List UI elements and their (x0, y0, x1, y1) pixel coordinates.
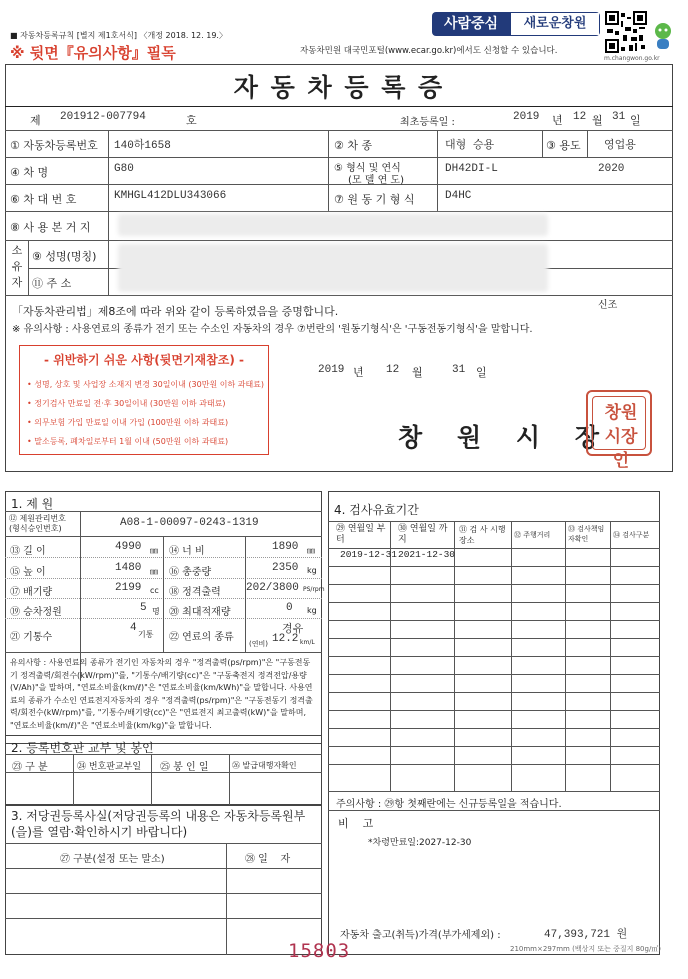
serial-stamp: 15803 (288, 940, 351, 962)
spec-value-power: 202/3800 (246, 582, 299, 594)
length-unit: ㎜ (150, 546, 158, 555)
official-seal (586, 390, 652, 471)
remark-label: 비 고 (338, 817, 374, 830)
displacement-unit: cc (150, 586, 159, 595)
spec-label-length: ⑬ 길 이 (10, 546, 46, 557)
inspection-row1-to: 2021-12-30 (398, 549, 456, 560)
seal-text: 창원시장인 (604, 403, 638, 471)
field-label-engine: ⑦ 원 동 기 형 식 (334, 193, 415, 206)
spec-value-height: 1480 (115, 562, 142, 574)
regulation-text: ■ 자동차등록규칙 [별지 제1호서식] 〈개정 2018. 12. 19.〉 (10, 31, 227, 40)
price-label: 자동차 출고(취득)가격(부가세제외) : (340, 930, 501, 941)
spec-label-mgmt-no (9, 514, 66, 534)
mascot-icon (651, 22, 675, 50)
spec-value-efficiency: 12.2 (272, 633, 299, 645)
price-value: 47,393,721 원 (544, 929, 628, 941)
field-label-owner-address: ⑪ 주 소 (32, 277, 72, 290)
first-reg-day: 31 (612, 111, 626, 123)
field-value-model: DH42DI-L (445, 163, 498, 175)
qr-code-icon[interactable] (605, 11, 647, 53)
spec-label-width: ⑭ 너 비 (169, 546, 205, 557)
reg-no-suffix: 호 (186, 114, 197, 127)
issuer-name: 창 원 시 장 (398, 423, 600, 452)
field-value-reg-number: 140하1658 (114, 140, 171, 152)
mgmt-no-sublabel: (형식승인번호) (9, 524, 62, 533)
field-value-model-year: 2020 (598, 163, 625, 175)
first-reg-year-unit: 년 (552, 114, 563, 127)
document-title: 자 동 차 등 록 증 (233, 73, 445, 102)
plate-section-title: 2. 등록번호판 교부 및 봉인 (11, 741, 154, 755)
height-unit: ㎜ (150, 567, 158, 576)
spec-label-power: ⑱ 정격출력 (169, 587, 221, 598)
spec-label-displacement: ⑰ 배기량 (10, 587, 53, 598)
efficiency-unit: km/L (300, 639, 315, 646)
online-note: 자동차민원 대국민포털(www.ecar.go.kr)에서도 신청할 수 있습니다. (300, 46, 558, 56)
field-label-vehicle-name: ④ 차 명 (10, 166, 49, 179)
mgmt-no-label: ⑫ 제원관리번호 (9, 514, 66, 523)
slogan-part1: 사람중심 (432, 12, 510, 36)
spec-value-mgmt-no: A08-1-00097-0243-1319 (120, 517, 259, 529)
spec-label-cylinders: ㉑ 기통수 (10, 632, 53, 643)
issue-day-unit: 일 (476, 366, 487, 379)
spec-label-seats: ⑲ 승차정원 (10, 607, 62, 618)
field-value-engine: D4HC (445, 190, 472, 202)
reg-no-value: 201912-007794 (60, 111, 146, 123)
issue-year: 2019 (318, 364, 345, 376)
spec-value-fuel: 경유 (282, 624, 304, 636)
spec-value-seats: 5 (140, 602, 147, 614)
mortgage-section-title: 3. 저당권등록사실(저당권등록의 내용은 자동차등록원부(을)를 열람·확인하시기 바랍니다) (11, 809, 306, 839)
violation-item: • 정기검사 만료일 전·후 30일이내 (30만원 이하 과태료) (27, 399, 226, 408)
first-reg-year: 2019 (513, 111, 540, 123)
field-label-base-location: ⑧ 사 용 본 거 지 (10, 221, 91, 234)
violation-item: • 말소등록, 폐차일로부터 1월 이내 (50만원 이하 과태료) (27, 437, 229, 446)
violation-item: • 의무보험 가입 만료일 이내 가입 (100만원 이하 과태료) (27, 418, 229, 427)
cylinders-unit: 기통 (138, 630, 154, 639)
violation-item: • 성명, 상호 및 사업장 소재지 변경 30일이내 (30만원 이하 과태료) (27, 380, 265, 389)
qr-caption: m.changwon.go.kr (604, 55, 660, 62)
inspection-col-to: ㉚ 연월일 까지 (398, 524, 448, 545)
spec-value-cylinders: 4 (130, 622, 137, 634)
issue-month-unit: 월 (412, 366, 423, 379)
mortgage-col-type: ㉗ 구분(설정 또는 말소) (60, 854, 165, 865)
first-reg-label: 최초등록일 : (400, 117, 455, 128)
issue-day: 31 (452, 364, 466, 376)
width-unit: ㎜ (307, 546, 315, 555)
spec-value-weight: 2350 (272, 562, 299, 574)
spec-label-efficiency: (연비) (249, 640, 268, 648)
field-value-usage: 영업용 (604, 140, 636, 152)
owner-label: 소유자 (11, 244, 23, 289)
mortgage-col-date: ㉘ 일 자 (245, 854, 291, 865)
notice-text: ※ 뒷면『유의사항』필독 (10, 44, 176, 62)
field-label-vehicle-type: ② 차 종 (334, 139, 373, 152)
spec-section-title: 1. 제 원 (11, 497, 54, 511)
new-vehicle-tag: 신조 (598, 300, 618, 311)
first-reg-day-unit: 일 (630, 114, 641, 127)
first-reg-month-unit: 월 (592, 114, 603, 127)
spec-label-weight: ⑯ 총중량 (169, 567, 212, 578)
field-label-vin: ⑥ 차 대 번 호 (10, 193, 77, 206)
inspection-col-mileage: ㉜ 주행거리 (514, 531, 551, 539)
field-label-usage: ③ 용도 (546, 139, 581, 152)
power-unit: PS/rpm (303, 586, 325, 593)
spec-label-max-load: ⑳ 최대적재량 (169, 607, 231, 618)
city-slogan-logo (432, 12, 600, 36)
inspection-col-place: ㉛ 검 사 시행장소 (459, 525, 506, 545)
spec-note: 유의사항 : 사용연료의 종류가 전기인 자동차의 경우 "정격출력(ps/rpm)"은 "구동전동기 정격출력/회전수(kW/rpm)"를, "기통수/배기량(cc)"은 "구동축전지 정격전압/용량(V/Ah)"을 말하며, "연료소비율(km/ℓ)"은 "연료소비율(km/kWh)"을 말합니다. 사용연료의 종류가 수소인 연료전지자동차의 경우 "정격출력(ps/rpm)"은 "구동전동기 정격출력/회전수(kW/rpm)"를, "기통수/배기량(cc)"은 "연료전지 최고출력(kW)"을 말하며, "연료소비율(km/ℓ)"은 "연료소비율(km/kg)"을 말합니다. (10, 658, 313, 730)
inspection-row1-from: 2019-12-31 (340, 549, 398, 560)
inspection-col-from: ㉙ 연월일 부터 (336, 524, 386, 545)
redacted-owner-info (118, 244, 548, 292)
inspection-section-title: 4. 검사유효기간 (334, 503, 419, 517)
field-value-vehicle-type: 대형 승용 (445, 140, 495, 152)
spec-value-max-load: 0 (286, 602, 293, 614)
field-label-owner-name: ⑨ 성명(명칭) (32, 250, 97, 263)
paper-spec-note: 210mm×297mm (백상지 또는 중질지 80g/㎡) (510, 945, 662, 953)
plate-col-agent-check: ㉖ 발급대행자확인 (232, 761, 297, 770)
spec-value-displacement: 2199 (115, 582, 142, 594)
field-value-vin: KMHGL412DLU343066 (114, 190, 227, 202)
inspection-col-type: ㉞ 검사구분 (613, 531, 650, 539)
remark-value: *차령만료일:2027-12-30 (368, 838, 472, 848)
plate-col-issue-date: ㉔ 번호판교부일 (77, 762, 142, 772)
spec-value-length: 4990 (115, 541, 142, 553)
violations-title: - 위반하기 쉬운 사항(뒷면기재참조) - (44, 353, 244, 367)
caution-text: ※ 유의사항 : 사용연료의 종류가 전기 또는 수소인 자동차의 경우 ⑦번란의 '원동기형식'은 '구동전동기형식'을 말합니다. (12, 324, 533, 335)
certify-text: 「자동차관리법」제8조에 따라 위와 같이 등록하였음을 증명합니다. (12, 305, 339, 318)
field-sublabel-model-year: (모 델 연 도) (348, 175, 404, 186)
first-reg-month: 12 (573, 111, 587, 123)
inspection-note: 주의사항 : ㉙항 첫째란에는 신규등록일을 적습니다. (336, 799, 562, 810)
seats-unit: 명 (152, 607, 160, 616)
inspection-col-inspector: ㉝ 검사책임자확인 (568, 525, 605, 543)
field-label-model: ⑤ 형식 및 연식 (334, 163, 401, 174)
plate-col-category: ㉓ 구 분 (12, 762, 48, 773)
weight-unit: kg (307, 566, 317, 575)
spec-label-height: ⑮ 높 이 (10, 567, 46, 578)
slogan-part2: 새로운창원 (510, 12, 600, 36)
field-value-vehicle-name: G80 (114, 163, 134, 175)
issue-year-unit: 년 (353, 366, 364, 379)
field-label-reg-number: ① 자동차등록번호 (10, 139, 98, 152)
spec-label-fuel: ㉒ 연료의 종류 (169, 632, 234, 643)
spec-value-width: 1890 (272, 541, 299, 553)
reg-no-prefix: 제 (30, 114, 41, 127)
issue-month: 12 (386, 364, 400, 376)
max-load-unit: kg (307, 606, 317, 615)
redacted-base-location (118, 214, 548, 236)
plate-col-seal-date: ㉕ 봉 인 일 (160, 762, 209, 773)
